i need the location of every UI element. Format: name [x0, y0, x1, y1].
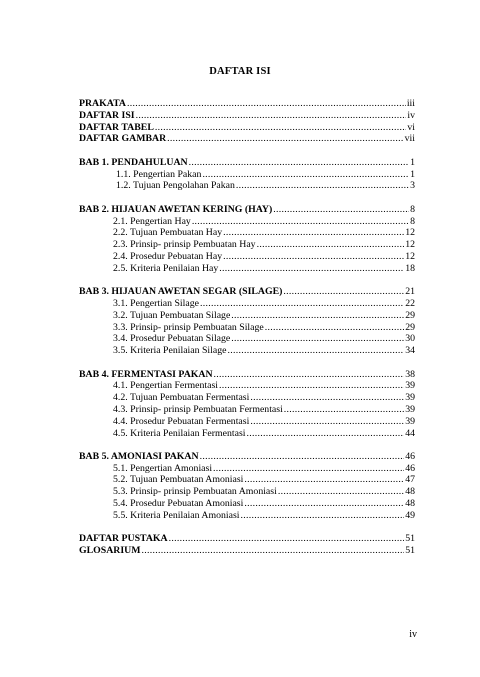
- toc-page-number: 8: [410, 203, 415, 215]
- toc-page-number: iv: [407, 109, 415, 121]
- dot-leader: [155, 122, 407, 134]
- toc-label: DAFTAR PUSTAKA: [79, 533, 168, 545]
- toc-label: BAB 3. HIJAUAN AWETAN SEGAR (SILAGE): [79, 286, 283, 298]
- toc-entry-prakata[interactable]: [79, 98, 415, 110]
- dot-leader: [244, 474, 404, 486]
- toc-section[interactable]: [79, 310, 415, 322]
- toc-section[interactable]: [79, 404, 415, 416]
- toc-entry-daftar-isi[interactable]: [79, 110, 415, 122]
- toc-label: 2.1. Pengertian Hay: [113, 215, 191, 227]
- toc-section[interactable]: [79, 416, 415, 428]
- toc-page-number: 8: [410, 215, 415, 227]
- toc-label: DAFTAR TABEL: [79, 121, 154, 133]
- toc-page-number: 29: [405, 321, 415, 333]
- toc-label: 4.4. Prosedur Pebuatan Fermentasi: [113, 415, 250, 427]
- dot-leader: [250, 416, 404, 428]
- toc-label: 2.4. Prosedur Pebuatan Hay: [113, 250, 223, 262]
- dot-leader: [241, 510, 405, 522]
- dot-leader: [231, 310, 404, 322]
- toc-entry-glosarium[interactable]: [79, 545, 415, 557]
- toc-page-number: vi: [407, 121, 415, 133]
- toc-section[interactable]: [79, 322, 415, 334]
- toc-page-number: 39: [405, 415, 415, 427]
- table-of-contents: [79, 98, 415, 557]
- toc-page-number: 46: [405, 450, 415, 462]
- toc-page-number: 39: [405, 380, 415, 392]
- toc-label: BAB 2. HIJAUAN AWETAN KERING (HAY): [79, 203, 273, 215]
- toc-label: 4.5. Kriteria Penilaian Fermentasi: [113, 427, 246, 439]
- toc-section[interactable]: [79, 239, 415, 251]
- toc-label: 3.3. Prinsip- prinsip Pembuatan Silage: [113, 321, 264, 333]
- dot-leader: [273, 204, 409, 216]
- dot-leader: [257, 239, 405, 251]
- toc-label: 3.5. Kriteria Penilaian Silage: [113, 345, 227, 357]
- toc-label: 3.2. Tujuan Pembuatan Silage: [113, 309, 231, 321]
- toc-section[interactable]: [79, 333, 415, 345]
- toc-section[interactable]: [79, 498, 415, 510]
- toc-section[interactable]: [79, 463, 415, 475]
- toc-page-number: 1: [410, 168, 415, 180]
- toc-section[interactable]: [79, 510, 415, 522]
- dot-leader: [223, 251, 404, 263]
- toc-page-number: 46: [405, 462, 415, 474]
- toc-section[interactable]: [79, 345, 415, 357]
- toc-page-number: 3: [410, 180, 415, 192]
- toc-label: 5.3. Prinsip- prinsip Pembuatan Amoniasi: [113, 486, 277, 498]
- toc-label: GLOSARIUM: [79, 545, 141, 557]
- toc-section[interactable]: [79, 474, 415, 486]
- toc-label: 4.2. Tujuan Pembuatan Fermentasi: [113, 392, 250, 404]
- toc-section[interactable]: [79, 380, 415, 392]
- toc-page-number: 38: [405, 368, 415, 380]
- toc-section[interactable]: [79, 180, 415, 192]
- toc-page-number: 49: [405, 509, 415, 521]
- dot-leader: [244, 498, 404, 510]
- dot-leader: [189, 157, 410, 169]
- page-number: iv: [409, 629, 417, 640]
- toc-page-number: 51: [405, 533, 415, 545]
- toc-section[interactable]: [79, 392, 415, 404]
- dot-leader: [236, 180, 409, 192]
- toc-label: BAB 4. FERMENTASI PAKAN: [79, 368, 213, 380]
- toc-chapter-5[interactable]: [79, 451, 415, 463]
- toc-page-number: vii: [404, 133, 415, 145]
- toc-label: 5.5. Kriteria Penilaian Amoniasi: [113, 509, 240, 521]
- toc-label: DAFTAR GAMBAR: [79, 133, 167, 145]
- toc-page-number: 18: [405, 262, 415, 274]
- toc-section[interactable]: [79, 428, 415, 440]
- toc-section[interactable]: [79, 216, 415, 228]
- toc-page-number: 47: [405, 474, 415, 486]
- toc-entry-daftar-tabel[interactable]: [79, 122, 415, 134]
- dot-leader: [127, 98, 406, 110]
- toc-label: 5.2. Tujuan Pembuatan Amoniasi: [113, 474, 244, 486]
- dot-leader: [250, 392, 404, 404]
- dot-leader: [214, 369, 405, 381]
- toc-label: 2.2. Tujuan Pembuatan Hay: [113, 227, 223, 239]
- toc-page-number: 12: [405, 239, 415, 251]
- toc-page-number: 39: [405, 392, 415, 404]
- toc-page-number: 39: [405, 403, 415, 415]
- toc-page-number: 12: [405, 250, 415, 262]
- dot-leader: [219, 380, 404, 392]
- toc-page-number: 29: [405, 309, 415, 321]
- toc-chapter-3[interactable]: [79, 286, 415, 298]
- dot-leader: [200, 451, 405, 463]
- dot-leader: [136, 110, 407, 122]
- dot-leader: [227, 345, 404, 357]
- dot-leader: [202, 169, 409, 181]
- toc-section[interactable]: [79, 251, 415, 263]
- toc-label: 3.1. Pengertian Silage: [113, 297, 199, 309]
- toc-label: 1.1. Pengertian Pakan: [116, 168, 202, 180]
- dot-leader: [169, 533, 405, 545]
- dot-leader: [192, 216, 409, 228]
- toc-page-number: 12: [405, 227, 415, 239]
- toc-section[interactable]: [79, 486, 415, 498]
- toc-page-number: 48: [405, 498, 415, 510]
- page-title: DAFTAR ISI: [209, 66, 271, 77]
- dot-leader: [231, 333, 404, 345]
- toc-chapter-2[interactable]: [79, 204, 415, 216]
- toc-page-number: 51: [405, 545, 415, 557]
- toc-label: 5.1. Pengertian Amoniasi: [113, 462, 213, 474]
- toc-page-number: iii: [406, 98, 415, 109]
- toc-section[interactable]: [79, 298, 415, 310]
- toc-entry-daftar-gambar[interactable]: [79, 133, 415, 145]
- dot-leader: [213, 463, 404, 475]
- toc-page-number: 22: [405, 297, 415, 309]
- toc-chapter-4[interactable]: [79, 369, 415, 381]
- toc-label: 1.2. Tujuan Pengolahan Pakan: [116, 180, 235, 192]
- toc-section[interactable]: [79, 169, 415, 181]
- toc-label: 5.4. Prosedur Pebuatan Amoniasi: [113, 498, 244, 510]
- toc-label: 2.5. Kriteria Penilaian Hay: [113, 262, 219, 274]
- toc-label: BAB 1. PENDAHULUAN: [79, 156, 188, 168]
- dot-leader: [142, 545, 405, 557]
- toc-page-number: 21: [405, 286, 415, 298]
- toc-entry-daftar-pustaka[interactable]: [79, 533, 415, 545]
- dot-leader: [247, 428, 405, 440]
- dot-leader: [167, 133, 403, 145]
- toc-label: PRAKATA: [79, 98, 126, 109]
- dot-leader: [278, 486, 404, 498]
- dot-leader: [200, 298, 404, 310]
- toc-label: 3.4. Prosedur Pebuatan Silage: [113, 333, 231, 345]
- dot-leader: [265, 322, 404, 334]
- toc-page-number: 30: [405, 333, 415, 345]
- toc-label: DAFTAR ISI: [79, 109, 135, 121]
- dot-leader: [223, 227, 404, 239]
- dot-leader: [284, 404, 404, 416]
- toc-label: BAB 5. AMONIASI PAKAN: [79, 450, 199, 462]
- toc-section[interactable]: [79, 227, 415, 239]
- toc-label: 4.1. Pengertian Fermentasi: [113, 380, 219, 392]
- toc-page-number: 34: [405, 345, 415, 357]
- toc-page-number: 1: [410, 156, 415, 168]
- toc-section[interactable]: [79, 263, 415, 275]
- toc-label: 2.3. Prinsip- prinsip Pembuatan Hay: [113, 239, 256, 251]
- toc-chapter-1[interactable]: [79, 157, 415, 169]
- toc-page-number: 44: [405, 427, 415, 439]
- dot-leader: [283, 286, 404, 298]
- dot-leader: [219, 263, 404, 275]
- toc-label: 4.3. Prinsip- prinsip Pembuatan Fermentasi: [113, 403, 283, 415]
- toc-page-number: 48: [405, 486, 415, 498]
